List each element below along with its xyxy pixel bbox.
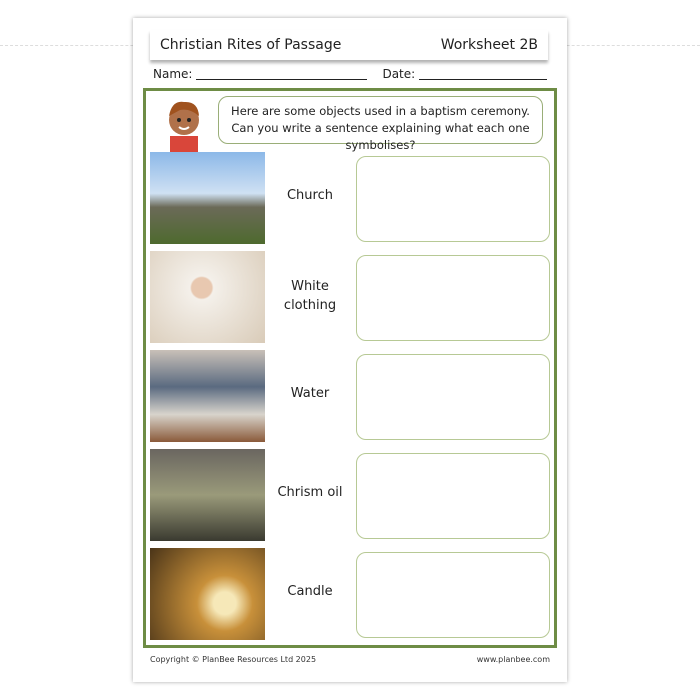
- date-field[interactable]: [419, 67, 547, 80]
- worksheet-number: Worksheet 2B: [440, 37, 538, 53]
- copyright-text: Copyright © PlanBee Resources Ltd 2025: [150, 655, 317, 664]
- item-label: Candle: [287, 584, 333, 599]
- name-field[interactable]: [196, 67, 366, 80]
- name-label: Name:: [153, 67, 193, 81]
- worksheet-title: Christian Rites of Passage: [160, 37, 342, 53]
- item-label: Chrism oil: [277, 485, 343, 500]
- item-label: White clothing: [283, 279, 337, 313]
- church-image: [150, 152, 265, 244]
- item-label: Water: [290, 386, 330, 401]
- title-bar: [150, 30, 548, 60]
- date-label: Date:: [382, 67, 416, 81]
- answer-box[interactable]: [356, 354, 550, 440]
- website-link[interactable]: www.planbee.com: [476, 655, 550, 664]
- item-label: Church: [286, 188, 333, 203]
- answer-box[interactable]: [356, 552, 550, 638]
- name-date-row: [153, 67, 547, 81]
- candle-image: [150, 548, 265, 640]
- water-image: [150, 350, 265, 442]
- answer-box[interactable]: [356, 453, 550, 539]
- boy-avatar-icon: [160, 96, 208, 152]
- white-clothing-image: [150, 251, 265, 343]
- answer-box[interactable]: [356, 156, 550, 242]
- chrism-oil-image: [150, 449, 265, 541]
- instruction-bubble: Here are some objects used in a baptism ceremony. Can you write a sentence explaining what each one symbolises?: [218, 96, 543, 144]
- answer-box[interactable]: [356, 255, 550, 341]
